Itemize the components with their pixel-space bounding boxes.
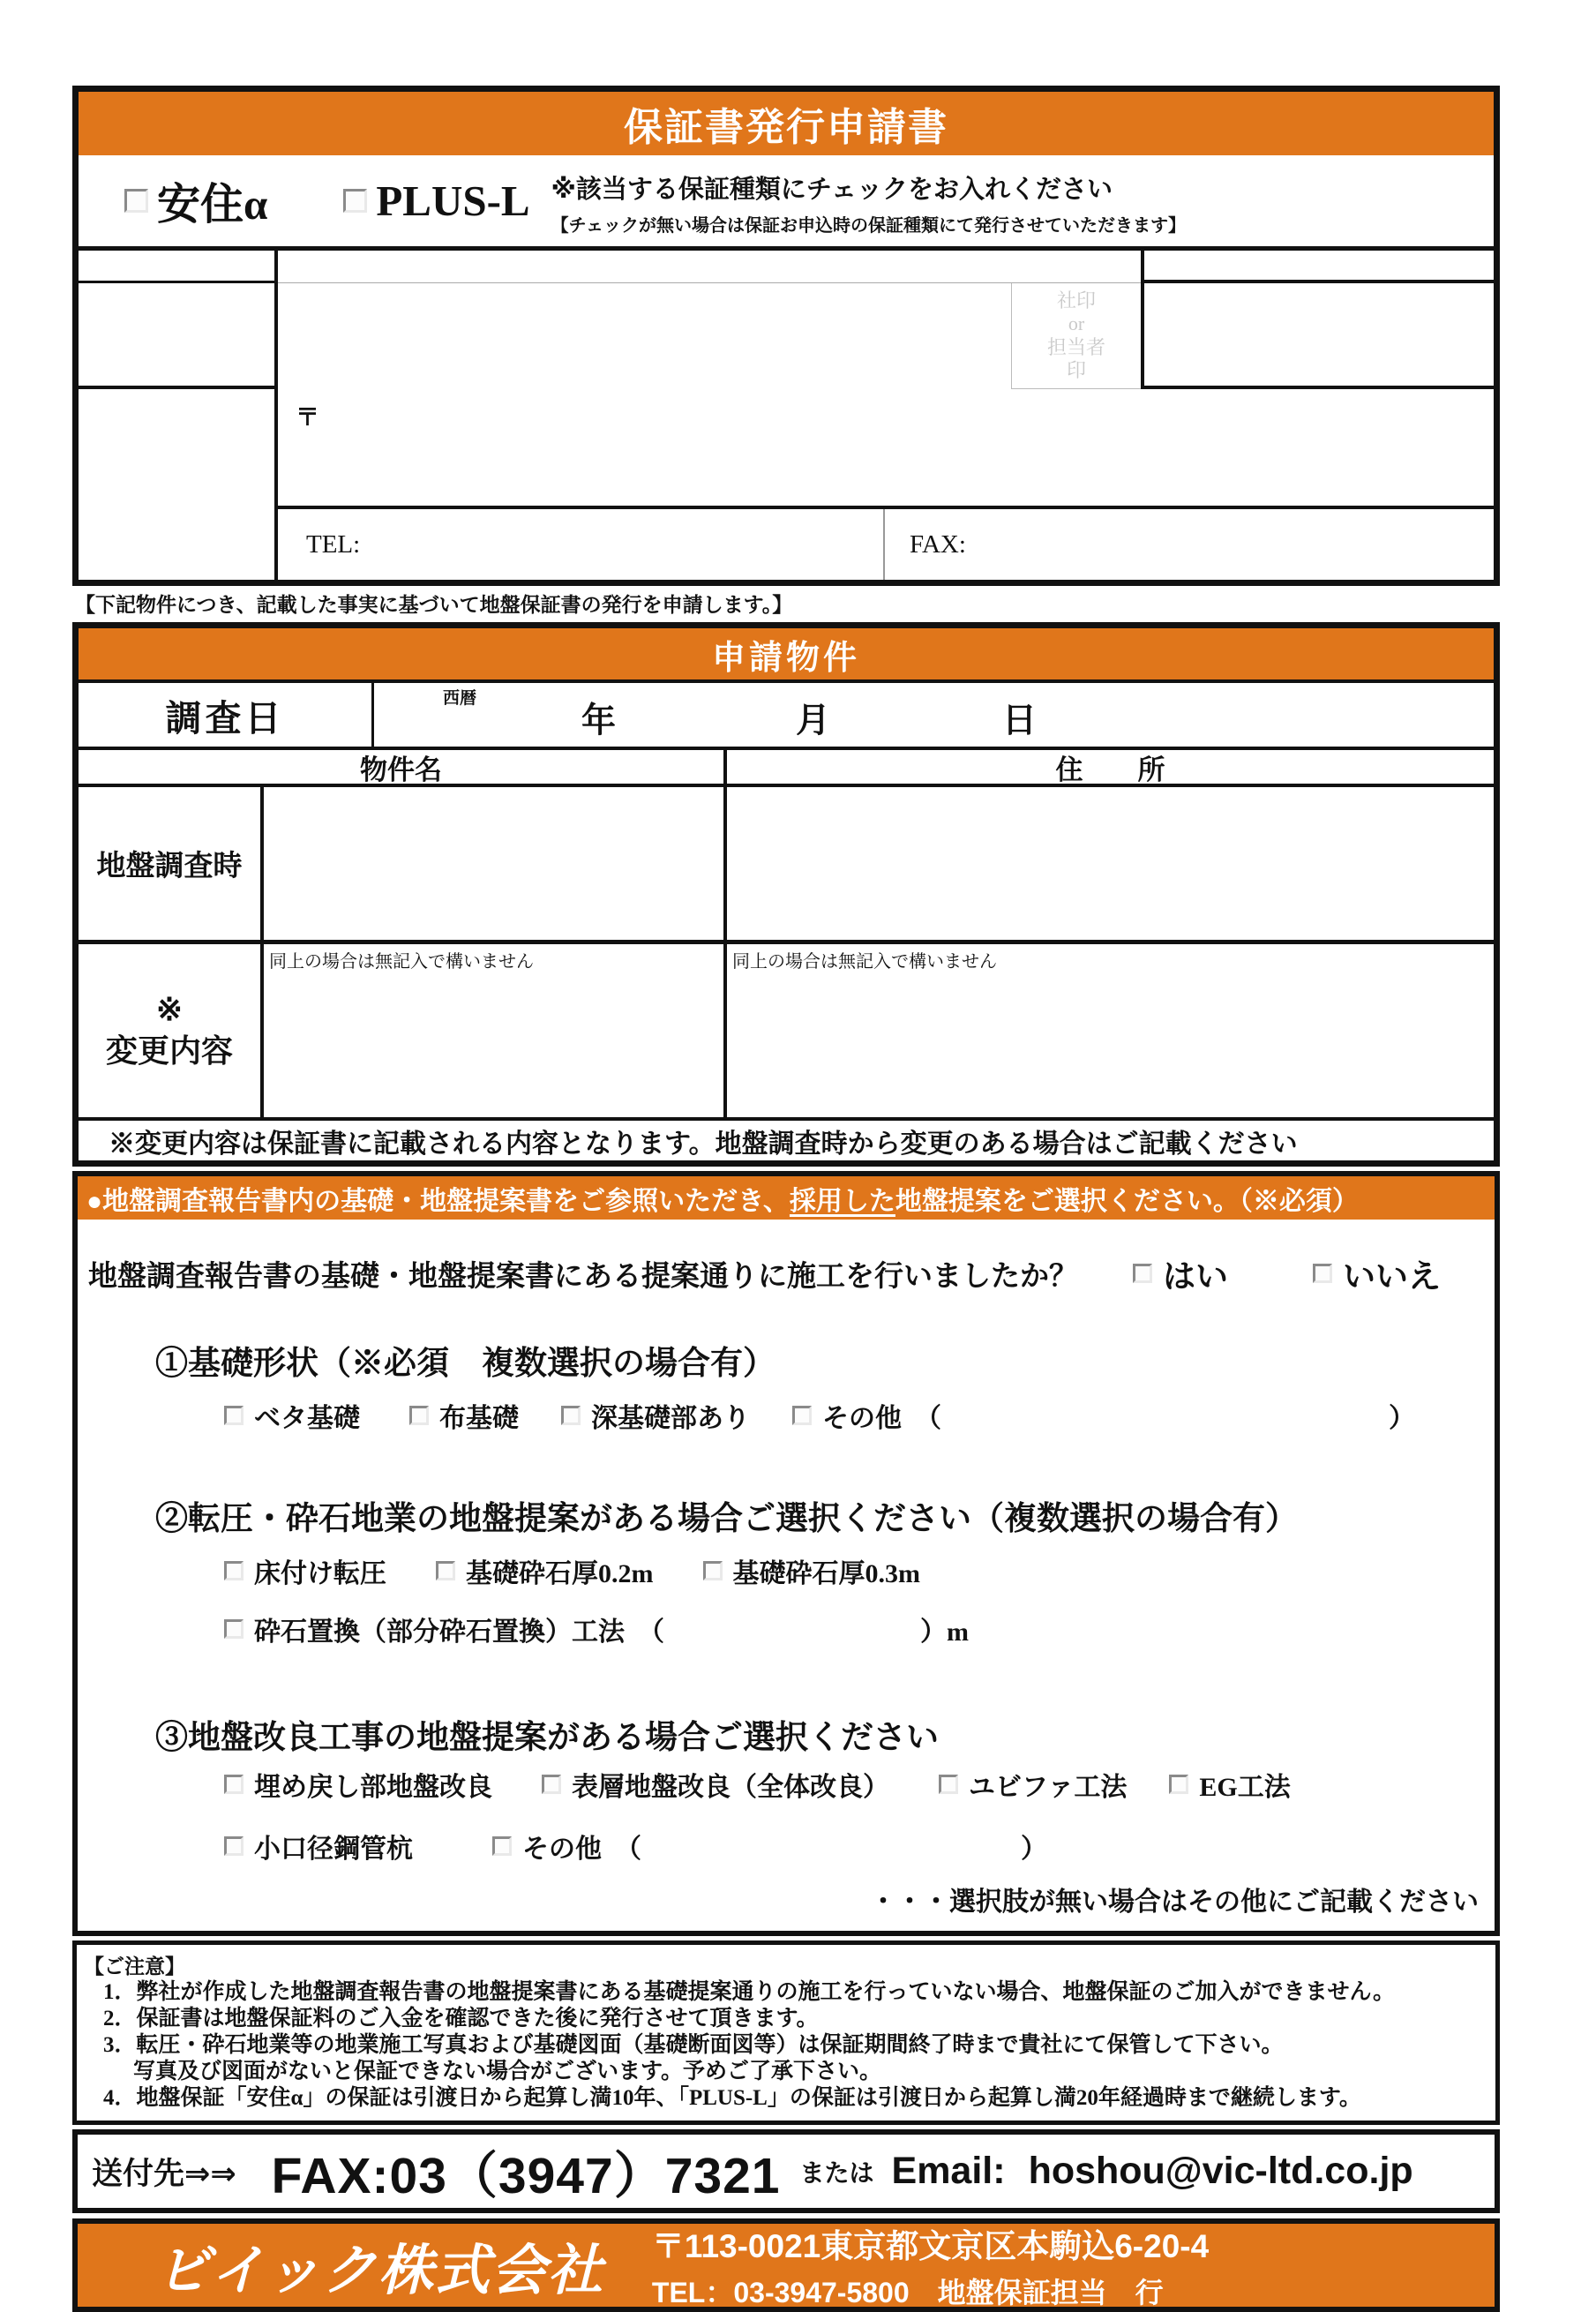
option-steel-pipe-pile[interactable]: 小口径鋼管杭 [224,1827,413,1865]
q1-options [224,1396,1495,1435]
checkbox-icon[interactable] [1133,1264,1152,1283]
send-to-section [72,2129,1500,2213]
option-gravel-02m[interactable]: 基礎砕石厚0.2m [436,1551,654,1590]
survey-property-name-input[interactable] [264,787,727,940]
change-note: ※変更内容は保証書に記載される内容となります。地盤調査時から変更のある場合はご記載ください [109,1129,1298,1159]
survey-property-address-input[interactable] [727,787,1494,940]
option-eg-method[interactable]: EG工法 [1169,1765,1290,1804]
change-label: ※ 変更内容 [79,944,264,1117]
checkbox-icon[interactable] [542,1775,561,1794]
tel-label: TEL: [306,529,361,559]
proposal-section [72,1171,1500,1936]
option-surface-improvement[interactable]: 表層地盤改良（全体改良） [542,1765,889,1804]
change-property-address-input[interactable] [727,944,1494,1117]
option-yubifa-method[interactable]: ユビファ工法 [939,1765,1127,1804]
checkbox-icon[interactable] [224,1836,244,1856]
q2-heading: ②転圧・砕石地業の地盤提案がある場合ご選択ください（複数選択の場合有） [155,1501,1298,1537]
option-floor-compaction[interactable]: 床付け転圧 [224,1551,386,1590]
q3-other-input[interactable]: ） [1021,1835,1047,1864]
property-section [72,622,1500,1167]
q3-heading: ③地盤改良工事の地盤提案がある場合ご選択ください [155,1720,939,1756]
survey-date-row [79,683,1494,750]
checkbox-icon[interactable] [224,1775,244,1794]
year-label: 年 [581,702,617,740]
property-address-header: 住 所 [1055,754,1165,785]
checkbox-icon[interactable] [224,1406,244,1425]
option-strip-foundation[interactable]: 布基礎 [409,1396,519,1435]
company-name: ビイック株式会社 [155,2240,604,2301]
q2-options [224,1551,1495,1590]
note-line-3: 3．転圧・砕石地業等の地業施工写真および基礎図面（基礎断面図等）は保証期間終了時まで貴社にて保管して下さい。 [103,2033,1284,2057]
checkbox-icon[interactable] [124,189,148,213]
checkbox-icon[interactable] [561,1406,581,1425]
company-footer [72,2218,1500,2312]
proposal-banner: ●地盤調査報告書内の基礎・地盤提案書をご参照いただき、 採用した 地盤提案をご選択ください。（※必須） [78,1176,1495,1220]
answer-yes[interactable]: はい [1133,1250,1228,1297]
month-label: 月 [796,702,831,740]
answer-no[interactable]: いいえ [1313,1250,1441,1297]
warranty-type-row [79,155,1494,246]
note-line-2: 2．保証書は地盤保証料のご入金を確認できた後に発行させて頂きます。 [103,2007,819,2031]
company-name-label: 申込者 （会社名） [79,283,278,389]
warranty-type-label: 安住α [157,179,268,229]
warranty-type-label: PLUS-L [376,176,530,225]
checkbox-icon[interactable] [792,1406,812,1425]
q3-options-row1 [224,1765,1495,1804]
property-header: 申請物件 [79,628,1494,683]
checkbox-icon[interactable] [224,1561,244,1580]
warranty-type-note-block [551,166,1186,236]
checkbox-icon[interactable] [343,189,367,213]
checkbox-icon[interactable] [409,1406,429,1425]
company-contact [652,2219,1209,2311]
company-address: 〒113-0021東京都文京区本駒込6-20-4 [651,2228,1210,2264]
fax-number: FAX:03（3947）7321 [271,2147,781,2204]
checkbox-icon[interactable] [939,1775,958,1794]
checkbox-icon[interactable] [436,1561,455,1580]
survey-time-label: 地盤調査時 [79,787,264,940]
survey-date-label: 調査日 [79,683,374,747]
warranty-type-anju-alpha[interactable] [124,170,267,232]
company-name-input[interactable] [278,283,1011,389]
fax-label: FAX: [910,529,966,559]
survey-time-row [79,787,1494,944]
construction-question-row [88,1250,1495,1297]
tel-input[interactable] [278,509,885,580]
survey-date-input[interactable] [374,683,1494,747]
fax-input[interactable] [885,509,1494,580]
address-label: 所在地 [79,389,278,580]
email-label: Email: [891,2150,1006,2192]
q2-replace-depth-input[interactable]: ）m [920,1618,969,1647]
option-beta-foundation[interactable]: ベタ基礎 [224,1396,360,1435]
property-name-header: 物件名 [79,750,727,784]
applicant-table [79,246,1494,580]
option-deep-foundation[interactable]: 深基礎部あり [561,1396,750,1435]
header-applicant-section [72,86,1500,586]
notes-heading: 【ご注意】 [84,1955,185,1978]
or-text: または [799,2158,874,2187]
warranty-type-plus-l[interactable] [343,176,529,226]
change-property-name-input[interactable] [264,944,727,1117]
q1-heading: ①基礎形状（※必須 複数選択の場合有） [155,1346,776,1382]
q1-other-input[interactable]: ） [1389,1404,1415,1433]
manager-input[interactable] [1141,283,1494,389]
email-address: hoshou@vic-ltd.co.jp [1028,2150,1413,2192]
company-tel: TEL：03-3947-5800 地盤保証担当 行 [651,2277,1164,2308]
page-title: 保証書発行申請書 [79,92,1494,155]
fallback-note: ・・・選択肢が無い場合はその他にご記載ください [870,1888,1479,1917]
same-as-above-note: 同上の場合は無記入で構いません [269,952,534,972]
era-label: 西暦 [443,689,477,708]
note-line-3b: 写真及び図面がないと保証できない場合がございます。予めご了承下さい。 [133,2060,882,2083]
q3-options-row2 [224,1827,1495,1865]
note-line-1: 1．弊社が作成した地盤調査報告書の地盤提案書にある基礎提案通りの施工を行っていない場合、地盤保証のご加入ができません。 [103,1980,1396,2004]
tel-fax-row [278,509,1494,580]
option-gravel-replacement[interactable]: 砕石置換（部分砕石置換）工法 （ [224,1610,664,1648]
q2-replace-row [224,1610,1495,1648]
change-row [79,944,1494,1121]
checkbox-icon[interactable] [1169,1775,1188,1794]
checkbox-icon[interactable] [492,1836,512,1856]
notes-section [72,1940,1500,2125]
warranty-type-subnote: 【チェックが無い場合は保証お申込時の保証種類にて発行させていただきます】 [551,215,1187,236]
construction-question: 地盤調査報告書の基礎・地盤提案書にある提案通りに施工を行いましたか？ [88,1260,1078,1293]
checkbox-icon[interactable] [703,1561,723,1580]
send-to-label: 送付先⇒⇒ [92,2156,236,2191]
declaration-text: 【下記物件につき、記載した事実に基づいて地盤保証書の発行を申請します。】 [75,593,793,616]
warranty-type-note: ※該当する保証種類にチェックをお入れください [551,175,1113,204]
postal-address-input[interactable] [278,389,1494,509]
day-label: 日 [1002,702,1038,740]
option-q3-other[interactable]: その他 （ [492,1827,641,1865]
furigana-label: フリガナ [79,251,278,283]
postal-mark: 〒 [296,404,319,431]
same-as-above-note: 同上の場合は無記入で構いません [732,952,997,972]
furigana-input[interactable] [278,251,1141,283]
stamp-hint: 社印 or 担当者 印 [1011,283,1141,389]
manager-header: ご担当者 [1141,251,1494,283]
option-q1-other[interactable]: その他 （ [792,1396,941,1435]
application-form [72,86,1500,2312]
option-backfill-improvement[interactable]: 埋め戻し部地盤改良 [224,1765,492,1804]
property-table-header [79,750,1494,787]
checkbox-icon[interactable] [224,1619,244,1639]
note-line-4: 4．地盤保証「安住α」の保証は引渡日から起算し満10年、「PLUS-L」の保証は引渡日から起算し満20年経過時まで継続します。 [103,2086,1361,2110]
option-gravel-03m[interactable]: 基礎砕石厚0.3m [703,1551,921,1590]
checkbox-icon[interactable] [1313,1264,1332,1283]
